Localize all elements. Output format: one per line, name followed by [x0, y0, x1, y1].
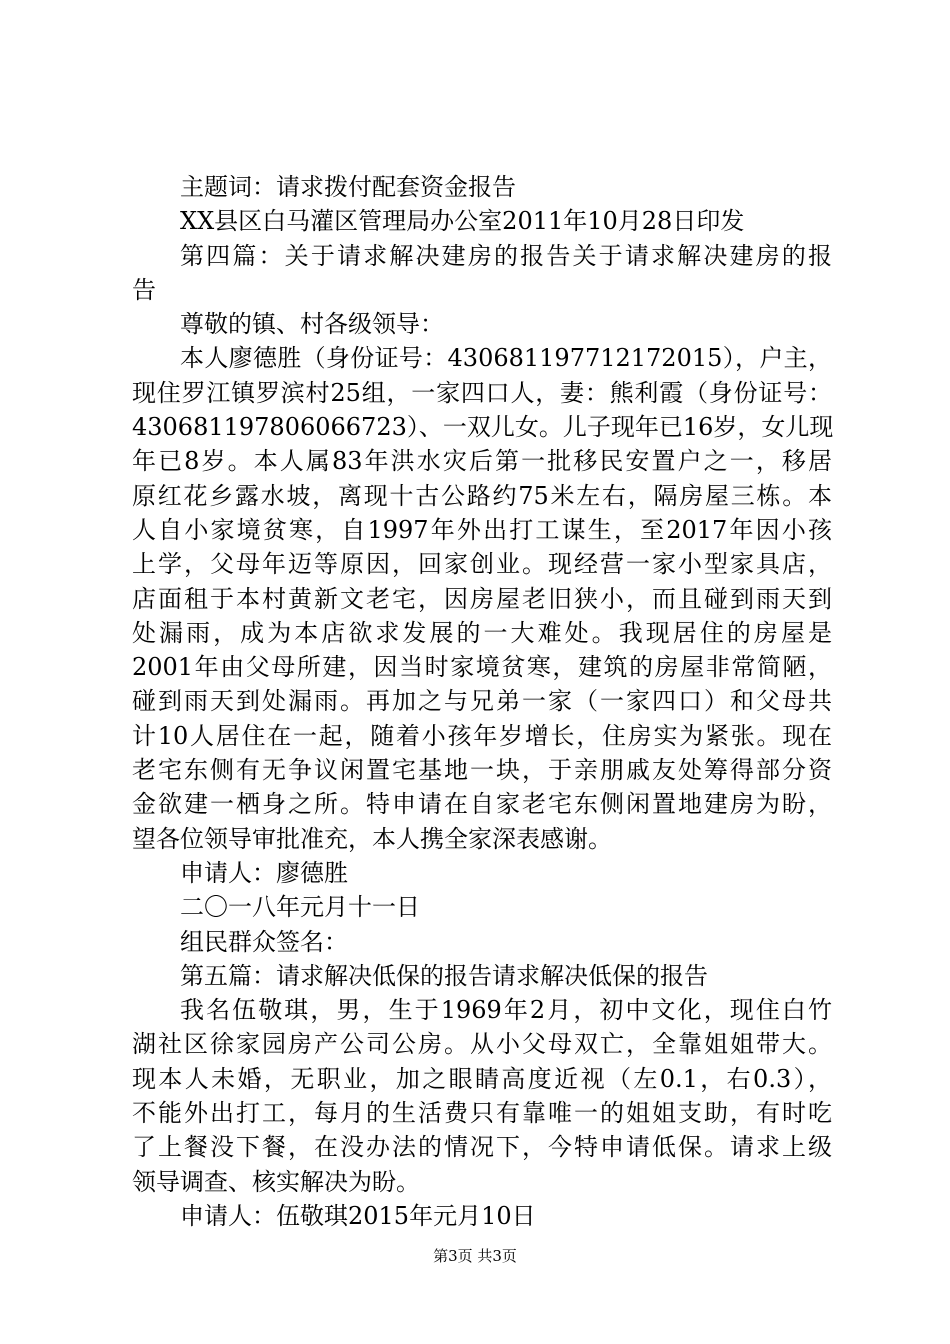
text-line: 人自小家境贫寒，自1997年外出打工谋生，至2017年因小孩 — [132, 515, 832, 544]
text-line: 金欲建一栖身之所。特申请在自家老宅东侧闲置地建房为盼， — [132, 790, 832, 819]
text-line: 处漏雨，成为本店欲求发展的一大难处。我现居住的房屋是 — [132, 618, 832, 647]
text-line: 年已8岁。本人属83年洪水灾后第一批移民安置户之一，移居 — [132, 447, 832, 476]
text-line: 不能外出打工，每月的生活费只有靠唯一的姐姐支助，有时吃 — [132, 1099, 832, 1128]
text-line: 计10人居住在一起，随着小孩年岁增长，住房实为紧张。现在 — [132, 721, 832, 750]
text-line: 碰到雨天到处漏雨。再加之与兄弟一家（一家四口）和父母共 — [132, 687, 832, 716]
text-line: 上学，父母年迈等原因，回家创业。现经营一家小型家具店， — [132, 550, 832, 579]
text-line: 告 — [132, 275, 156, 304]
document-body — [132, 170, 832, 1233]
text-line: 第五篇：请求解决低保的报告请求解决低保的报告 — [180, 961, 708, 990]
page-footer: 第3页 共3页 — [433, 1247, 517, 1265]
text-line: 了上餐没下餐，在没办法的情况下，今特申请低保。请求上级 — [132, 1133, 832, 1162]
text-line: 二〇一八年元月十一日 — [180, 893, 420, 922]
text-line: 尊敬的镇、村各级领导： — [180, 310, 444, 339]
text-line: 现本人未婚，无职业，加之眼睛高度近视（左0.1，右0.3）， — [132, 1064, 832, 1093]
text-line: 申请人：廖德胜 — [180, 858, 348, 887]
text-line: 湖社区徐家园房产公司公房。从小父母双亡，全靠姐姐带大。 — [132, 1030, 832, 1059]
text-line: XX县区白马灌区管理局办公室2011年10月28日印发 — [180, 207, 745, 236]
text-line: 组民群众签名： — [180, 927, 348, 956]
text-line: 现住罗江镇罗滨村25组，一家四口人，妻：熊利霞（身份证号： — [132, 378, 832, 407]
text-line: 主题词：请求拨付配套资金报告 — [180, 173, 516, 201]
text-line: 本人廖德胜（身份证号：430681197712172015），户主， — [180, 344, 832, 373]
text-line: 2001年由父母所建，因当时家境贫寒，建筑的房屋非常简陋， — [132, 653, 832, 682]
text-line: 第四篇：关于请求解决建房的报告关于请求解决建房的报 — [180, 241, 832, 270]
text-line: 望各位领导审批准充，本人携全家深表感谢。 — [132, 824, 612, 853]
text-line: 店面租于本村黄新文老宅，因房屋老旧狭小，而且碰到雨天到 — [132, 584, 832, 613]
text-line: 老宅东侧有无争议闲置宅基地一块，于亲朋戚友处筹得部分资 — [132, 756, 832, 785]
text-line: 430681197806066723）、一双儿女。儿子现年已16岁，女儿现 — [132, 413, 834, 442]
text-line: 领导调查、核实解决为盼。 — [132, 1167, 420, 1196]
text-line: 申请人：伍敬琪2015年元月10日 — [180, 1201, 536, 1230]
text-line: 我名伍敬琪，男，生于1969年2月，初中文化，现住白竹 — [180, 996, 832, 1025]
text-line: 原红花乡露水坡，离现十古公路约75米左右，隔房屋三栋。本 — [132, 481, 832, 510]
